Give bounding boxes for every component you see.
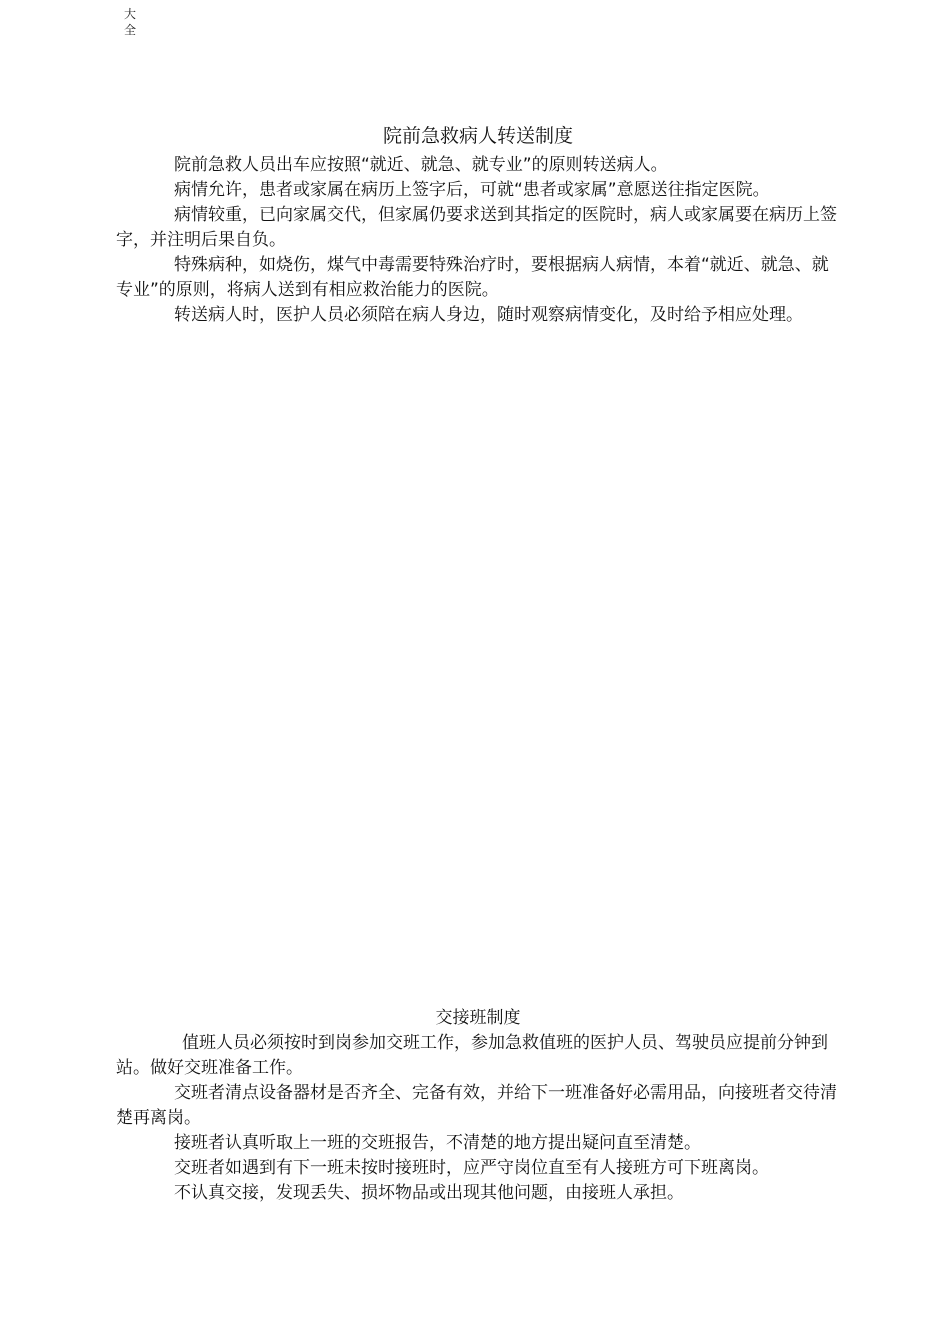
paragraph: 交班者清点设备器材是否齐全、完备有效，并给下一班准备好必需用品，向接班者交待清楚再离岗。 [116,1083,837,1128]
section-prehospital-transfer [116,122,840,328]
paragraph: 特殊病种，如烧伤，煤气中毒需要特殊治疗时，要根据病人病情，本着“就近、就急、就专业”的原则，将病人送到有相应救治能力的医院。 [116,255,829,300]
paragraph: 交班者如遇到有下一班未按时接班时，应严守岗位直至有人接班方可下班离岗。 [174,1158,769,1178]
paragraph: 转送病人时，医护人员必须陪在病人身边，随时观察病情变化，及时给予相应处理。 [174,305,803,325]
paragraph: 不认真交接，发现丢失、损坏物品或出现其他问题，由接班人承担。 [174,1183,684,1203]
paragraph: 病情较重，已向家属交代，但家属仍要求送到其指定的医院时，病人或家属要在病历上签字，并注明后果自负。 [116,205,837,250]
header-mark [123,6,137,38]
header-mark-line-2: 全 [123,23,136,37]
paragraph: 接班者认真听取上一班的交班报告，不清楚的地方提出疑问直至清楚。 [174,1133,701,1153]
header-mark-line-1: 大 [123,7,136,21]
paragraph: 值班人员必须按时到岗参加交班工作，参加急救值班的医护人员、驾驶员应提前分钟到站。做好交班准备工作。 [116,1033,828,1078]
paragraph: 院前急救人员出车应按照“就近、就急、就专业”的原则转送病人。 [174,155,668,175]
section-title: 交接班制度 [435,1008,521,1028]
section-title: 院前急救病人转送制度 [382,125,573,147]
section-shift-handover [116,1006,840,1206]
paragraph: 病情允许，患者或家属在病历上签字后，可就“患者或家属”意愿送往指定医院。 [174,180,770,200]
